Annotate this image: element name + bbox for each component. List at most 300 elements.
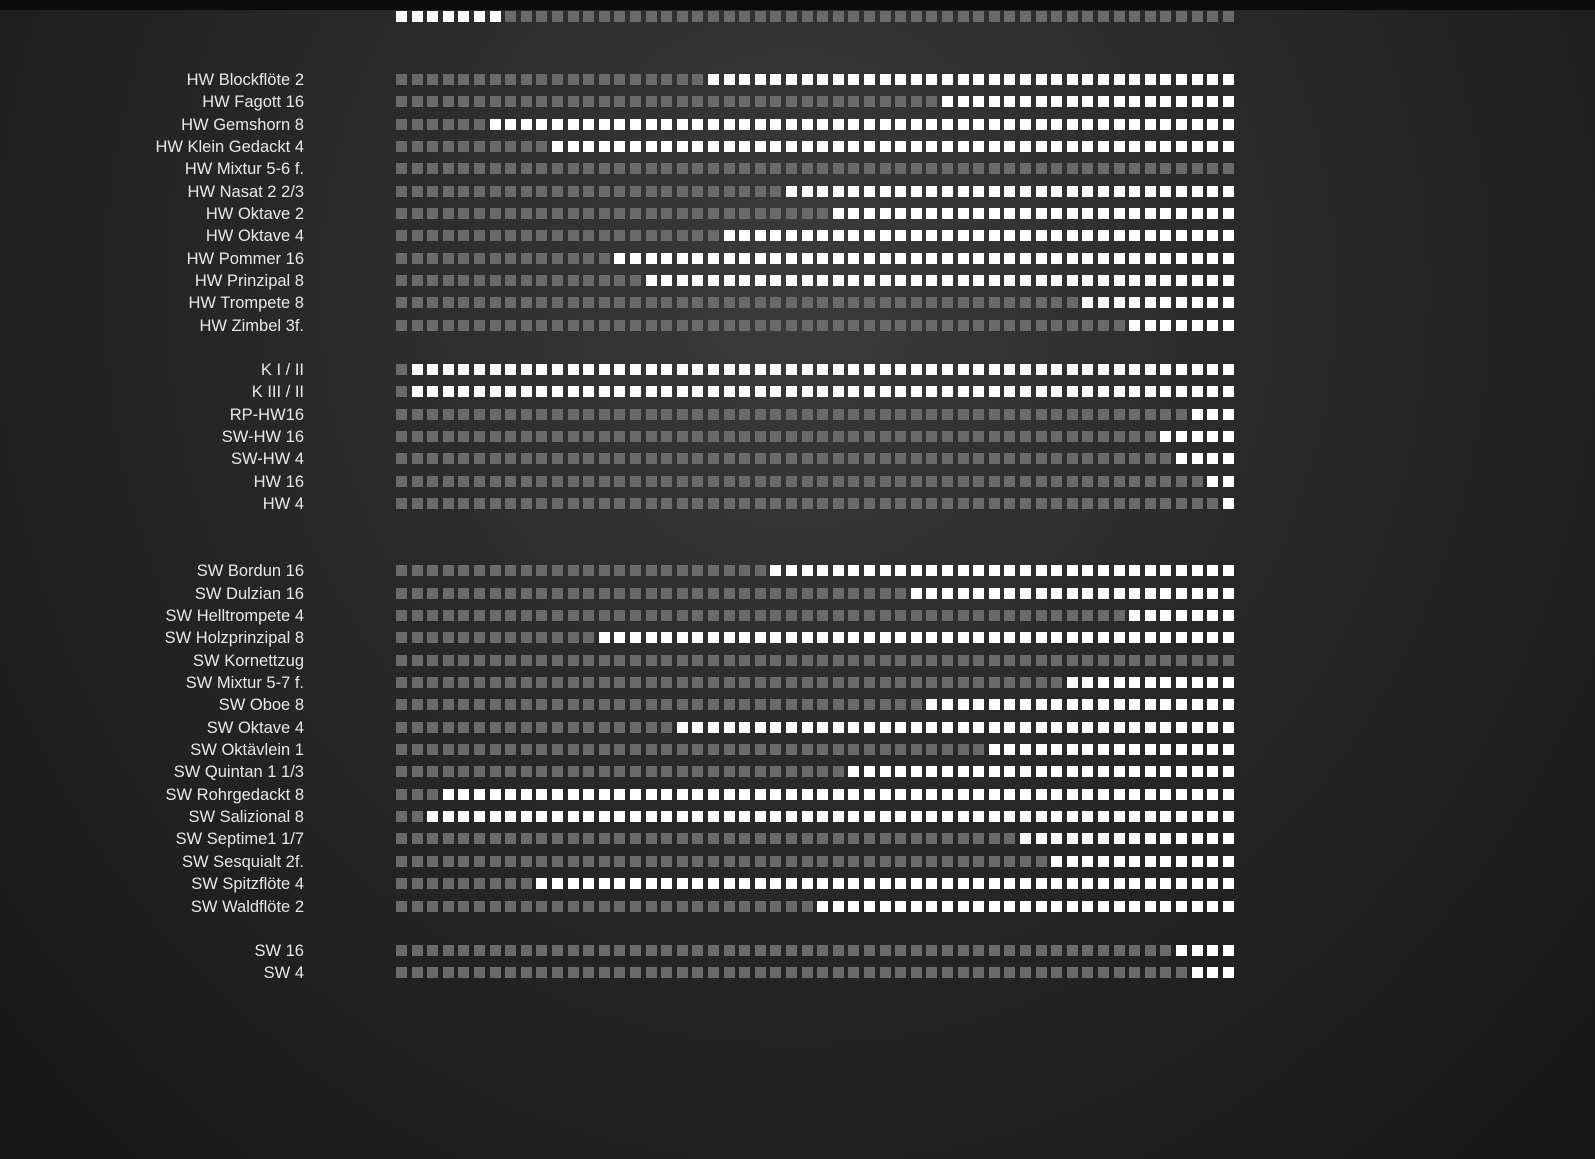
step-cell-off[interactable] [802, 677, 813, 688]
step-cell-on[interactable] [1223, 945, 1234, 956]
step-cell-off[interactable] [724, 766, 735, 777]
step-cell-on[interactable] [1145, 230, 1156, 241]
step-cell-off[interactable] [458, 878, 469, 889]
step-cell-off[interactable] [786, 96, 797, 107]
step-cell-off[interactable] [677, 230, 688, 241]
step-cell-off[interactable] [958, 163, 969, 174]
step-cell-on[interactable] [926, 789, 937, 800]
step-cell-off[interactable] [724, 498, 735, 509]
step-cell-off[interactable] [770, 297, 781, 308]
step-cell-off[interactable] [786, 699, 797, 710]
step-cell-off[interactable] [396, 186, 407, 197]
step-cell-off[interactable] [474, 230, 485, 241]
step-cell-off[interactable] [396, 208, 407, 219]
step-cell-off[interactable] [412, 878, 423, 889]
step-cell-off[interactable] [911, 655, 922, 666]
step-cell-off[interactable] [958, 320, 969, 331]
step-cell-on[interactable] [1207, 856, 1218, 867]
step-cell-off[interactable] [1051, 967, 1062, 978]
step-cell-off[interactable] [708, 588, 719, 599]
step-cell-off[interactable] [396, 498, 407, 509]
step-cell-off[interactable] [474, 141, 485, 152]
step-cell-off[interactable] [646, 208, 657, 219]
step-cell-on[interactable] [1004, 901, 1015, 912]
step-cell-on[interactable] [677, 789, 688, 800]
step-cell-on[interactable] [973, 230, 984, 241]
step-cell-off[interactable] [630, 856, 641, 867]
step-cell-off[interactable] [739, 588, 750, 599]
step-cell-off[interactable] [552, 453, 563, 464]
step-cell-off[interactable] [646, 320, 657, 331]
step-cell-on[interactable] [1176, 789, 1187, 800]
step-cell-on[interactable] [1051, 722, 1062, 733]
step-cell-off[interactable] [646, 967, 657, 978]
step-cell-off[interactable] [490, 722, 501, 733]
step-cell-on[interactable] [739, 253, 750, 264]
step-cell-off[interactable] [770, 409, 781, 420]
step-cell-on[interactable] [1082, 253, 1093, 264]
step-cell-on[interactable] [412, 364, 423, 375]
step-cell-off[interactable] [1020, 453, 1031, 464]
step-cell-on[interactable] [1192, 833, 1203, 844]
step-cell-off[interactable] [661, 74, 672, 85]
step-cell-on[interactable] [1207, 431, 1218, 442]
step-cell-on[interactable] [1051, 565, 1062, 576]
step-cell-on[interactable] [1176, 833, 1187, 844]
step-cell-on[interactable] [1004, 141, 1015, 152]
step-cell-off[interactable] [833, 11, 844, 22]
step-cell-off[interactable] [770, 11, 781, 22]
step-cell-off[interactable] [1036, 163, 1047, 174]
step-cell-off[interactable] [630, 11, 641, 22]
step-cell-off[interactable] [880, 96, 891, 107]
step-cell-on[interactable] [1145, 610, 1156, 621]
step-cell-off[interactable] [692, 945, 703, 956]
step-cell-on[interactable] [1114, 833, 1125, 844]
step-cell-off[interactable] [973, 655, 984, 666]
step-cell-off[interactable] [646, 856, 657, 867]
step-cell-on[interactable] [1223, 699, 1234, 710]
step-cell-on[interactable] [1176, 699, 1187, 710]
step-cell-off[interactable] [786, 498, 797, 509]
step-cell-on[interactable] [1223, 74, 1234, 85]
step-cell-off[interactable] [646, 945, 657, 956]
step-cell-off[interactable] [833, 297, 844, 308]
step-cell-off[interactable] [568, 275, 579, 286]
step-cell-off[interactable] [505, 275, 516, 286]
step-cell-on[interactable] [1082, 230, 1093, 241]
step-cell-on[interactable] [1036, 275, 1047, 286]
step-cell-off[interactable] [833, 163, 844, 174]
step-cell-off[interactable] [864, 431, 875, 442]
step-cell-off[interactable] [739, 856, 750, 867]
step-cell-on[interactable] [1114, 96, 1125, 107]
step-cell-off[interactable] [989, 498, 1000, 509]
step-cell-on[interactable] [1160, 811, 1171, 822]
step-cell-off[interactable] [739, 297, 750, 308]
step-cell-off[interactable] [396, 967, 407, 978]
step-cell-off[interactable] [396, 610, 407, 621]
step-cell-on[interactable] [786, 275, 797, 286]
step-cell-off[interactable] [1114, 163, 1125, 174]
step-cell-off[interactable] [536, 74, 547, 85]
step-cell-on[interactable] [1223, 386, 1234, 397]
step-cell-off[interactable] [505, 610, 516, 621]
step-cell-off[interactable] [521, 409, 532, 420]
step-cell-on[interactable] [739, 230, 750, 241]
step-cell-off[interactable] [568, 186, 579, 197]
step-cell-off[interactable] [521, 901, 532, 912]
step-cell-on[interactable] [614, 632, 625, 643]
step-cell-off[interactable] [521, 320, 532, 331]
step-cell-on[interactable] [1051, 119, 1062, 130]
step-cell-off[interactable] [443, 297, 454, 308]
step-cell-off[interactable] [755, 766, 766, 777]
step-cell-on[interactable] [755, 275, 766, 286]
step-cell-on[interactable] [973, 811, 984, 822]
step-cell-on[interactable] [1192, 565, 1203, 576]
step-cell-off[interactable] [848, 431, 859, 442]
step-cell-off[interactable] [677, 565, 688, 576]
step-cell-on[interactable] [1160, 275, 1171, 286]
step-cell-off[interactable] [1207, 655, 1218, 666]
step-cell-off[interactable] [1114, 610, 1125, 621]
step-cell-on[interactable] [1098, 141, 1109, 152]
step-cell-off[interactable] [614, 186, 625, 197]
step-cell-off[interactable] [895, 677, 906, 688]
step-cell-off[interactable] [817, 96, 828, 107]
step-cell-on[interactable] [958, 253, 969, 264]
step-cell-on[interactable] [926, 230, 937, 241]
step-cell-on[interactable] [1129, 588, 1140, 599]
step-cell-on[interactable] [1176, 431, 1187, 442]
step-cell-off[interactable] [1036, 453, 1047, 464]
step-cell-off[interactable] [1082, 655, 1093, 666]
step-cell-on[interactable] [802, 119, 813, 130]
step-cell-on[interactable] [817, 253, 828, 264]
step-cell-on[interactable] [786, 789, 797, 800]
step-cell-off[interactable] [443, 856, 454, 867]
step-cell-off[interactable] [396, 677, 407, 688]
step-cell-off[interactable] [942, 11, 953, 22]
step-cell-off[interactable] [630, 230, 641, 241]
step-cell-on[interactable] [1129, 141, 1140, 152]
step-cell-off[interactable] [458, 901, 469, 912]
step-cell-off[interactable] [942, 856, 953, 867]
step-cell-on[interactable] [1051, 811, 1062, 822]
step-cell-off[interactable] [1082, 11, 1093, 22]
step-cell-off[interactable] [817, 208, 828, 219]
step-cell-off[interactable] [1129, 476, 1140, 487]
step-cell-off[interactable] [708, 320, 719, 331]
step-cell-off[interactable] [1036, 476, 1047, 487]
step-cell-on[interactable] [942, 699, 953, 710]
step-cell-on[interactable] [1082, 588, 1093, 599]
step-cell-off[interactable] [661, 320, 672, 331]
step-cell-off[interactable] [1176, 476, 1187, 487]
step-cell-on[interactable] [1160, 119, 1171, 130]
step-cell-on[interactable] [1036, 588, 1047, 599]
step-cell-on[interactable] [911, 253, 922, 264]
step-cell-off[interactable] [895, 163, 906, 174]
step-cell-off[interactable] [583, 230, 594, 241]
step-cell-off[interactable] [973, 409, 984, 420]
step-cell-off[interactable] [1004, 610, 1015, 621]
step-cell-on[interactable] [552, 789, 563, 800]
step-cell-on[interactable] [880, 119, 891, 130]
step-cell-on[interactable] [1036, 96, 1047, 107]
step-cell-off[interactable] [521, 677, 532, 688]
step-cell-off[interactable] [692, 856, 703, 867]
step-cell-off[interactable] [1067, 320, 1078, 331]
step-cell-on[interactable] [1020, 186, 1031, 197]
step-cell-off[interactable] [926, 320, 937, 331]
step-cell-off[interactable] [926, 744, 937, 755]
step-cell-off[interactable] [724, 565, 735, 576]
step-cell-off[interactable] [412, 967, 423, 978]
step-cell-off[interactable] [1145, 967, 1156, 978]
step-cell-off[interactable] [490, 74, 501, 85]
step-cell-on[interactable] [989, 253, 1000, 264]
step-cell-on[interactable] [1207, 588, 1218, 599]
step-cell-off[interactable] [490, 96, 501, 107]
step-cell-off[interactable] [396, 744, 407, 755]
step-cell-on[interactable] [1192, 275, 1203, 286]
step-cell-on[interactable] [1020, 699, 1031, 710]
step-cell-off[interactable] [942, 431, 953, 442]
step-cell-on[interactable] [739, 386, 750, 397]
step-cell-on[interactable] [630, 364, 641, 375]
step-cell-off[interactable] [552, 11, 563, 22]
step-cell-on[interactable] [926, 901, 937, 912]
step-cell-on[interactable] [1145, 565, 1156, 576]
step-cell-on[interactable] [1129, 811, 1140, 822]
step-cell-off[interactable] [412, 833, 423, 844]
step-cell-on[interactable] [848, 275, 859, 286]
step-cell-on[interactable] [864, 878, 875, 889]
step-cell-on[interactable] [646, 632, 657, 643]
step-cell-off[interactable] [443, 699, 454, 710]
step-cell-on[interactable] [1145, 856, 1156, 867]
step-cell-off[interactable] [458, 655, 469, 666]
step-cell-off[interactable] [1145, 409, 1156, 420]
step-cell-off[interactable] [895, 453, 906, 464]
step-cell-on[interactable] [848, 141, 859, 152]
step-cell-on[interactable] [848, 901, 859, 912]
step-cell-on[interactable] [848, 253, 859, 264]
step-cell-on[interactable] [1207, 744, 1218, 755]
step-cell-off[interactable] [583, 498, 594, 509]
step-cell-on[interactable] [1036, 789, 1047, 800]
step-cell-on[interactable] [802, 141, 813, 152]
step-cell-off[interactable] [770, 208, 781, 219]
step-cell-off[interactable] [677, 610, 688, 621]
step-cell-on[interactable] [1176, 610, 1187, 621]
step-cell-off[interactable] [1051, 431, 1062, 442]
step-cell-off[interactable] [786, 11, 797, 22]
step-cell-off[interactable] [911, 744, 922, 755]
step-cell-on[interactable] [1082, 878, 1093, 889]
step-cell-on[interactable] [926, 632, 937, 643]
step-cell-on[interactable] [724, 811, 735, 822]
step-cell-off[interactable] [692, 655, 703, 666]
step-cell-on[interactable] [864, 722, 875, 733]
step-cell-off[interactable] [880, 677, 891, 688]
step-cell-on[interactable] [1145, 744, 1156, 755]
step-cell-off[interactable] [895, 96, 906, 107]
step-cell-off[interactable] [568, 901, 579, 912]
step-cell-off[interactable] [661, 96, 672, 107]
step-cell-off[interactable] [521, 208, 532, 219]
step-cell-on[interactable] [1129, 677, 1140, 688]
step-cell-off[interactable] [692, 766, 703, 777]
step-cell-off[interactable] [708, 498, 719, 509]
step-cell-on[interactable] [786, 119, 797, 130]
step-cell-on[interactable] [599, 364, 610, 375]
step-cell-on[interactable] [895, 141, 906, 152]
step-cell-on[interactable] [599, 789, 610, 800]
step-cell-on[interactable] [1176, 275, 1187, 286]
step-cell-on[interactable] [895, 901, 906, 912]
step-cell-on[interactable] [1160, 901, 1171, 912]
step-cell-off[interactable] [412, 610, 423, 621]
step-cell-on[interactable] [989, 141, 1000, 152]
step-cell-on[interactable] [552, 386, 563, 397]
step-cell-off[interactable] [1223, 655, 1234, 666]
step-cell-on[interactable] [1114, 386, 1125, 397]
step-cell-on[interactable] [1129, 789, 1140, 800]
step-cell-off[interactable] [755, 833, 766, 844]
step-cell-off[interactable] [443, 230, 454, 241]
step-cell-off[interactable] [490, 409, 501, 420]
step-cell-on[interactable] [490, 386, 501, 397]
step-cell-off[interactable] [1067, 163, 1078, 174]
step-cell-off[interactable] [786, 208, 797, 219]
step-cell-on[interactable] [692, 141, 703, 152]
step-cell-on[interactable] [833, 364, 844, 375]
step-cell-on[interactable] [396, 11, 407, 22]
step-cell-on[interactable] [1207, 833, 1218, 844]
step-cell-off[interactable] [677, 409, 688, 420]
step-cell-off[interactable] [568, 453, 579, 464]
step-cell-off[interactable] [895, 320, 906, 331]
step-cell-off[interactable] [786, 163, 797, 174]
step-cell-on[interactable] [895, 186, 906, 197]
step-cell-on[interactable] [848, 632, 859, 643]
step-cell-off[interactable] [583, 11, 594, 22]
step-cell-off[interactable] [474, 320, 485, 331]
step-cell-off[interactable] [458, 722, 469, 733]
step-cell-on[interactable] [926, 386, 937, 397]
step-cell-off[interactable] [568, 297, 579, 308]
step-cell-on[interactable] [1004, 186, 1015, 197]
step-cell-on[interactable] [1036, 186, 1047, 197]
step-cell-on[interactable] [1207, 74, 1218, 85]
step-cell-off[interactable] [568, 699, 579, 710]
step-cell-off[interactable] [848, 967, 859, 978]
step-cell-on[interactable] [1020, 833, 1031, 844]
step-cell-on[interactable] [1129, 856, 1140, 867]
step-cell-on[interactable] [739, 722, 750, 733]
step-cell-on[interactable] [1004, 386, 1015, 397]
step-cell-off[interactable] [926, 967, 937, 978]
step-cell-off[interactable] [427, 498, 438, 509]
step-cell-off[interactable] [427, 677, 438, 688]
step-cell-off[interactable] [490, 141, 501, 152]
step-cell-off[interactable] [911, 431, 922, 442]
step-cell-off[interactable] [895, 655, 906, 666]
step-cell-on[interactable] [1020, 96, 1031, 107]
step-cell-off[interactable] [1160, 945, 1171, 956]
step-cell-on[interactable] [973, 588, 984, 599]
step-cell-on[interactable] [864, 766, 875, 777]
step-cell-off[interactable] [895, 856, 906, 867]
step-cell-off[interactable] [864, 655, 875, 666]
step-cell-off[interactable] [1129, 431, 1140, 442]
step-cell-on[interactable] [614, 141, 625, 152]
step-cell-on[interactable] [1223, 119, 1234, 130]
step-cell-on[interactable] [1223, 297, 1234, 308]
step-cell-off[interactable] [427, 722, 438, 733]
step-cell-on[interactable] [1223, 275, 1234, 286]
step-cell-off[interactable] [412, 163, 423, 174]
step-cell-on[interactable] [677, 275, 688, 286]
step-cell-off[interactable] [521, 297, 532, 308]
step-cell-on[interactable] [880, 386, 891, 397]
step-cell-on[interactable] [1082, 722, 1093, 733]
step-cell-off[interactable] [848, 297, 859, 308]
step-cell-off[interactable] [412, 230, 423, 241]
step-cell-on[interactable] [1098, 722, 1109, 733]
step-cell-on[interactable] [1207, 476, 1218, 487]
step-cell-on[interactable] [1051, 766, 1062, 777]
step-cell-on[interactable] [911, 230, 922, 241]
step-cell-off[interactable] [802, 699, 813, 710]
step-cell-on[interactable] [1192, 431, 1203, 442]
step-cell-off[interactable] [630, 945, 641, 956]
step-cell-on[interactable] [1004, 811, 1015, 822]
step-cell-off[interactable] [521, 275, 532, 286]
step-cell-on[interactable] [911, 386, 922, 397]
step-cell-on[interactable] [583, 789, 594, 800]
step-cell-off[interactable] [989, 967, 1000, 978]
step-cell-on[interactable] [833, 632, 844, 643]
step-cell-on[interactable] [864, 901, 875, 912]
step-cell-off[interactable] [661, 856, 672, 867]
step-cell-off[interactable] [661, 230, 672, 241]
step-cell-off[interactable] [661, 967, 672, 978]
step-cell-on[interactable] [1082, 119, 1093, 130]
step-cell-off[interactable] [755, 856, 766, 867]
step-cell-off[interactable] [958, 431, 969, 442]
step-cell-off[interactable] [412, 789, 423, 800]
step-cell-on[interactable] [1067, 74, 1078, 85]
step-cell-off[interactable] [474, 699, 485, 710]
step-cell-on[interactable] [958, 766, 969, 777]
step-cell-on[interactable] [926, 722, 937, 733]
step-cell-on[interactable] [989, 588, 1000, 599]
step-cell-on[interactable] [1082, 811, 1093, 822]
step-cell-off[interactable] [396, 856, 407, 867]
step-cell-off[interactable] [412, 811, 423, 822]
step-cell-off[interactable] [443, 208, 454, 219]
step-cell-on[interactable] [1020, 878, 1031, 889]
step-cell-off[interactable] [552, 901, 563, 912]
step-cell-off[interactable] [864, 610, 875, 621]
step-cell-off[interactable] [443, 967, 454, 978]
step-cell-off[interactable] [677, 744, 688, 755]
step-cell-on[interactable] [880, 253, 891, 264]
